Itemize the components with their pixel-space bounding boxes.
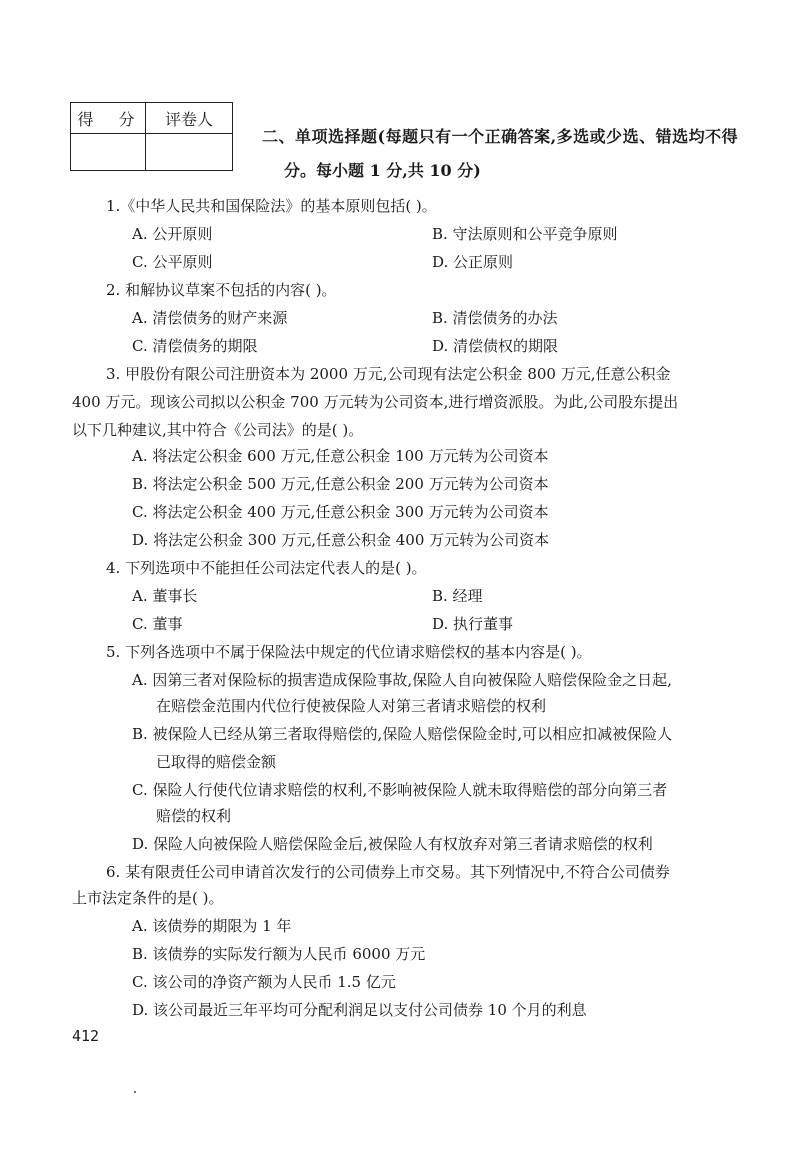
- q5-option-b: B. 被保险人已经从第三者取得赔偿的,保险人赔偿保险金时,可以相应扣减被保险人: [132, 725, 673, 743]
- question-3-stem-cont: 400 万元。现该公司拟以公积金 700 万元转为公司资本,进行增资派股。为此,公司股东提出: [72, 393, 679, 411]
- score-header: 得 分: [71, 103, 146, 134]
- q6-option-d: D. 该公司最近三年平均可分配利润足以支付公司债券 10 个月的利息: [132, 1001, 587, 1019]
- question-3-stem: 3. 甲股份有限公司注册资本为 2000 万元,公司现有法定公积金 800 万元,任意公积金: [106, 365, 671, 383]
- q2-option-c: C. 清偿债务的期限: [132, 337, 258, 355]
- question-5-stem: 5. 下列各选项中不属于保险法中规定的代位请求赔偿权的基本内容是( )。: [106, 643, 592, 661]
- q1-option-d: D. 公正原则: [432, 253, 514, 271]
- q5-option-a-cont: 在赔偿金范围内代位行使被保险人对第三者请求赔偿的权利: [156, 697, 547, 715]
- q6-option-a: A. 该债券的期限为 1 年: [132, 917, 292, 935]
- q2-option-d: D. 清偿债权的期限: [432, 337, 559, 355]
- question-3-stem-cont2: 以下几种建议,其中符合《公司法》的是( )。: [72, 421, 364, 439]
- grader-cell[interactable]: [146, 134, 233, 171]
- section-title-cont: 分。每小题 1 分,共 10 分): [284, 161, 481, 180]
- score-cell[interactable]: [71, 134, 146, 171]
- q4-option-d: D. 执行董事: [432, 615, 514, 633]
- q4-option-a: A. 董事长: [132, 587, 198, 605]
- q1-option-c: C. 公平原则: [132, 253, 213, 271]
- page-number: 412: [72, 1027, 100, 1045]
- question-1-stem: 1.《中华人民共和国保险法》的基本原则包括( )。: [106, 197, 437, 215]
- q3-option-c: C. 将法定公积金 400 万元,任意公积金 300 万元转为公司资本: [132, 503, 549, 521]
- q6-option-b: B. 该债券的实际发行额为人民币 6000 万元: [132, 945, 426, 963]
- q3-option-d: D. 将法定公积金 300 万元,任意公积金 400 万元转为公司资本: [132, 531, 550, 549]
- q1-option-b: B. 守法原则和公平竞争原则: [432, 225, 618, 243]
- q2-option-a: A. 清偿债务的财产来源: [132, 309, 288, 327]
- q4-option-c: C. 董事: [132, 615, 183, 633]
- q5-option-c: C. 保险人行使代位请求赔偿的权利,不影响被保险人就未取得赔偿的部分向第三者: [132, 781, 668, 799]
- score-box: [70, 102, 233, 171]
- q5-option-d: D. 保险人向被保险人赔偿保险金后,被保险人有权放弃对第三者请求赔偿的权利: [132, 835, 653, 853]
- q4-option-b: B. 经理: [432, 587, 483, 605]
- section-title: 二、单项选择题(每题只有一个正确答案,多选或少选、错选均不得: [262, 127, 739, 146]
- question-6-stem: 6. 某有限责任公司申请首次发行的公司债券上市交易。其下列情况中,不符合公司债券: [106, 863, 670, 881]
- q3-option-a: A. 将法定公积金 600 万元,任意公积金 100 万元转为公司资本: [132, 447, 549, 465]
- q2-option-b: B. 清偿债务的办法: [432, 309, 558, 327]
- q1-option-a: A. 公开原则: [132, 225, 213, 243]
- question-4-stem: 4. 下列选项中不能担任公司法定代表人的是( )。: [106, 559, 427, 577]
- q3-option-b: B. 将法定公积金 500 万元,任意公积金 200 万元转为公司资本: [132, 475, 549, 493]
- grader-header: 评卷人: [146, 103, 233, 134]
- question-6-stem-cont: 上市法定条件的是( )。: [72, 889, 224, 907]
- q5-option-c-cont: 赔偿的权利: [156, 807, 232, 825]
- q6-option-c: C. 该公司的净资产额为人民币 1.5 亿元: [132, 973, 396, 991]
- q5-option-a: A. 因第三者对保险标的损害造成保险事故,保险人自向被保险人赔偿保险金之日起,: [132, 671, 672, 689]
- scan-speck: [134, 1091, 136, 1093]
- question-2-stem: 2. 和解协议草案不包括的内容( )。: [106, 281, 337, 299]
- q5-option-b-cont: 已取得的赔偿金额: [156, 753, 277, 771]
